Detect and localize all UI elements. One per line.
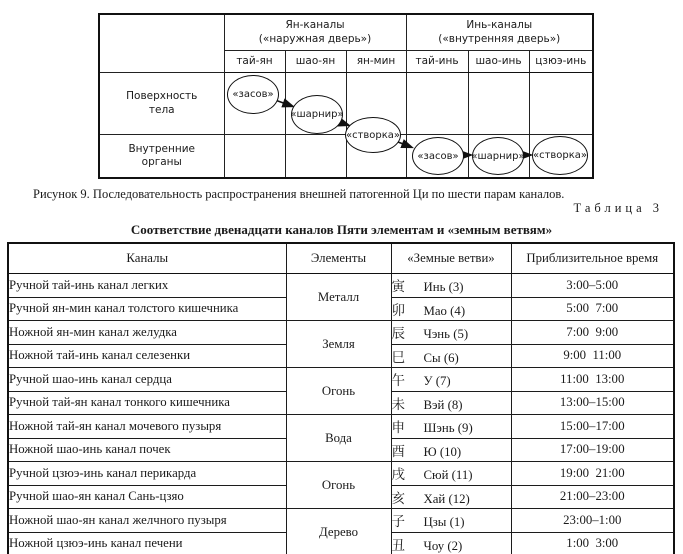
branch-cell [391, 321, 511, 345]
branch-cell [391, 509, 511, 533]
col-tai-yang: тай-ян [224, 51, 285, 73]
branch-name: Сюй (11) [423, 468, 473, 483]
body-surface-row [99, 73, 593, 135]
channel-cell: Ручной ян-мин канал толстого кишечника [8, 297, 286, 321]
branch-name: Чэнь (5) [423, 327, 469, 342]
time-cell: 5:00 7:00 [511, 297, 674, 321]
table3-table [7, 242, 675, 554]
figure9-corner-cell [99, 14, 224, 73]
branch-cell [391, 462, 511, 486]
hanzi-glyph: 午 [391, 373, 405, 390]
channel-cell: Ножной ян-мин канал желудка [8, 321, 286, 345]
table-row [8, 274, 674, 298]
yin-channels-subtitle: («внутренняя дверь») [438, 32, 561, 45]
branch-cell [391, 532, 511, 554]
time-cell: 7:00 9:00 [511, 321, 674, 345]
table3-header-row [8, 243, 674, 274]
branch-cell [391, 391, 511, 415]
hanzi-glyph: 未 [391, 396, 405, 413]
time-cell: 21:00–23:00 [511, 485, 674, 509]
branch-name: Шэнь (9) [423, 421, 473, 436]
table-row [8, 509, 674, 533]
branch-name: Вэй (8) [423, 397, 463, 412]
time-cell: 11:00 13:00 [511, 368, 674, 392]
yang-channels-subtitle: («наружная дверь») [258, 32, 372, 45]
channel-cell: Ножной цзюэ-инь канал печени [8, 532, 286, 554]
node-hinge-internal: «шарнир» [472, 137, 524, 175]
hanzi-glyph: 亥 [391, 490, 405, 507]
channel-cell: Ручной цзюэ-инь канал перикарда [8, 462, 286, 486]
figure9-header-row [99, 14, 593, 51]
element-cell: Металл [286, 274, 391, 321]
channel-cell: Ручной шао-ян канал Сань-цзяо [8, 485, 286, 509]
row-label-body-surface: Поверхность тела [99, 73, 224, 135]
hanzi-glyph: 申 [391, 420, 405, 437]
channel-cell: Ножной шао-инь канал почек [8, 438, 286, 462]
channel-cell: Ножной тай-инь канал селезенки [8, 344, 286, 368]
time-cell: 15:00–17:00 [511, 415, 674, 439]
col-tai-yin: тай-инь [406, 51, 468, 73]
hanzi-glyph: 辰 [391, 326, 405, 343]
col-shao-yin: шао-инь [468, 51, 529, 73]
branch-name: У (7) [423, 374, 451, 389]
branch-name: Чоу (2) [423, 538, 463, 553]
figure9-diagram [98, 13, 592, 175]
branch-cell [391, 438, 511, 462]
channel-cell: Ручной тай-ян канал тонкого кишечника [8, 391, 286, 415]
node-leaf-middle: «створка» [345, 117, 401, 153]
time-cell: 17:00–19:00 [511, 438, 674, 462]
node-hinge-surface: «шарнир» [291, 95, 343, 134]
time-cell: 13:00–15:00 [511, 391, 674, 415]
element-cell: Огонь [286, 462, 391, 509]
branch-name: Ю (10) [423, 444, 462, 459]
branch-name: Цзы (1) [423, 515, 465, 530]
yang-channels-title: Ян-каналы [285, 19, 345, 32]
yin-channels-title: Инь-каналы [466, 19, 533, 32]
node-bolt-surface: «засов» [227, 75, 279, 114]
yin-channels-header [406, 14, 593, 51]
element-cell: Земля [286, 321, 391, 368]
time-cell: 3:00–5:00 [511, 274, 674, 298]
element-cell: Вода [286, 415, 391, 462]
hanzi-glyph: 酉 [391, 443, 405, 460]
channel-cell: Ручной тай-инь канал легких [8, 274, 286, 298]
time-cell: 23:00–1:00 [511, 509, 674, 533]
channel-cell: Ножной тай-ян канал мочевого пузыря [8, 415, 286, 439]
branch-cell [391, 297, 511, 321]
table-row [8, 368, 674, 392]
header-branches: «Земные ветви» [391, 243, 511, 274]
branch-cell [391, 344, 511, 368]
col-shao-yang: шао-ян [285, 51, 346, 73]
branch-name: Инь (3) [423, 280, 464, 295]
hanzi-glyph: 卯 [391, 302, 405, 319]
element-cell: Дерево [286, 509, 391, 554]
table-row [8, 462, 674, 486]
table-row [8, 415, 674, 439]
yang-channels-header [224, 14, 406, 51]
row-label-internal-organs: Внутренние органы [99, 135, 224, 179]
col-jue-yin: цзюэ-инь [529, 51, 593, 73]
branch-cell [391, 485, 511, 509]
node-leaf-internal: «створка» [532, 136, 588, 175]
branch-cell [391, 415, 511, 439]
branch-cell [391, 368, 511, 392]
node-bolt-internal: «засов» [412, 137, 464, 175]
table3-title: Соответствие двенадцати каналов Пяти элементам и «земным ветвям» [130, 222, 553, 237]
table3-label: Таблица 3 [573, 201, 663, 215]
branch-name: Сы (6) [423, 350, 459, 365]
header-elements: Элементы [286, 243, 391, 274]
channel-cell: Ручной шао-инь канал сердца [8, 368, 286, 392]
time-cell: 1:00 3:00 [511, 532, 674, 554]
col-yang-min: ян-мин [346, 51, 406, 73]
figure9-caption: Рисунок 9. Последовательность распространения внешней патогенной Ци по шести парам каналов. [33, 187, 565, 201]
time-cell: 9:00 11:00 [511, 344, 674, 368]
element-cell: Огонь [286, 368, 391, 415]
hanzi-glyph: 丑 [391, 537, 405, 554]
hanzi-glyph: 戌 [391, 467, 405, 484]
time-cell: 19:00 21:00 [511, 462, 674, 486]
header-time: Приблизительное время [511, 243, 674, 274]
table-row [8, 321, 674, 345]
branch-name: Хай (12) [423, 491, 470, 506]
header-channels: Каналы [8, 243, 286, 274]
branch-name: Мао (4) [423, 303, 466, 318]
branch-cell [391, 274, 511, 298]
hanzi-glyph: 巳 [391, 349, 405, 366]
hanzi-glyph: 寅 [391, 279, 405, 296]
channel-cell: Ножной шао-ян канал желчного пузыря [8, 509, 286, 533]
hanzi-glyph: 子 [391, 514, 405, 531]
